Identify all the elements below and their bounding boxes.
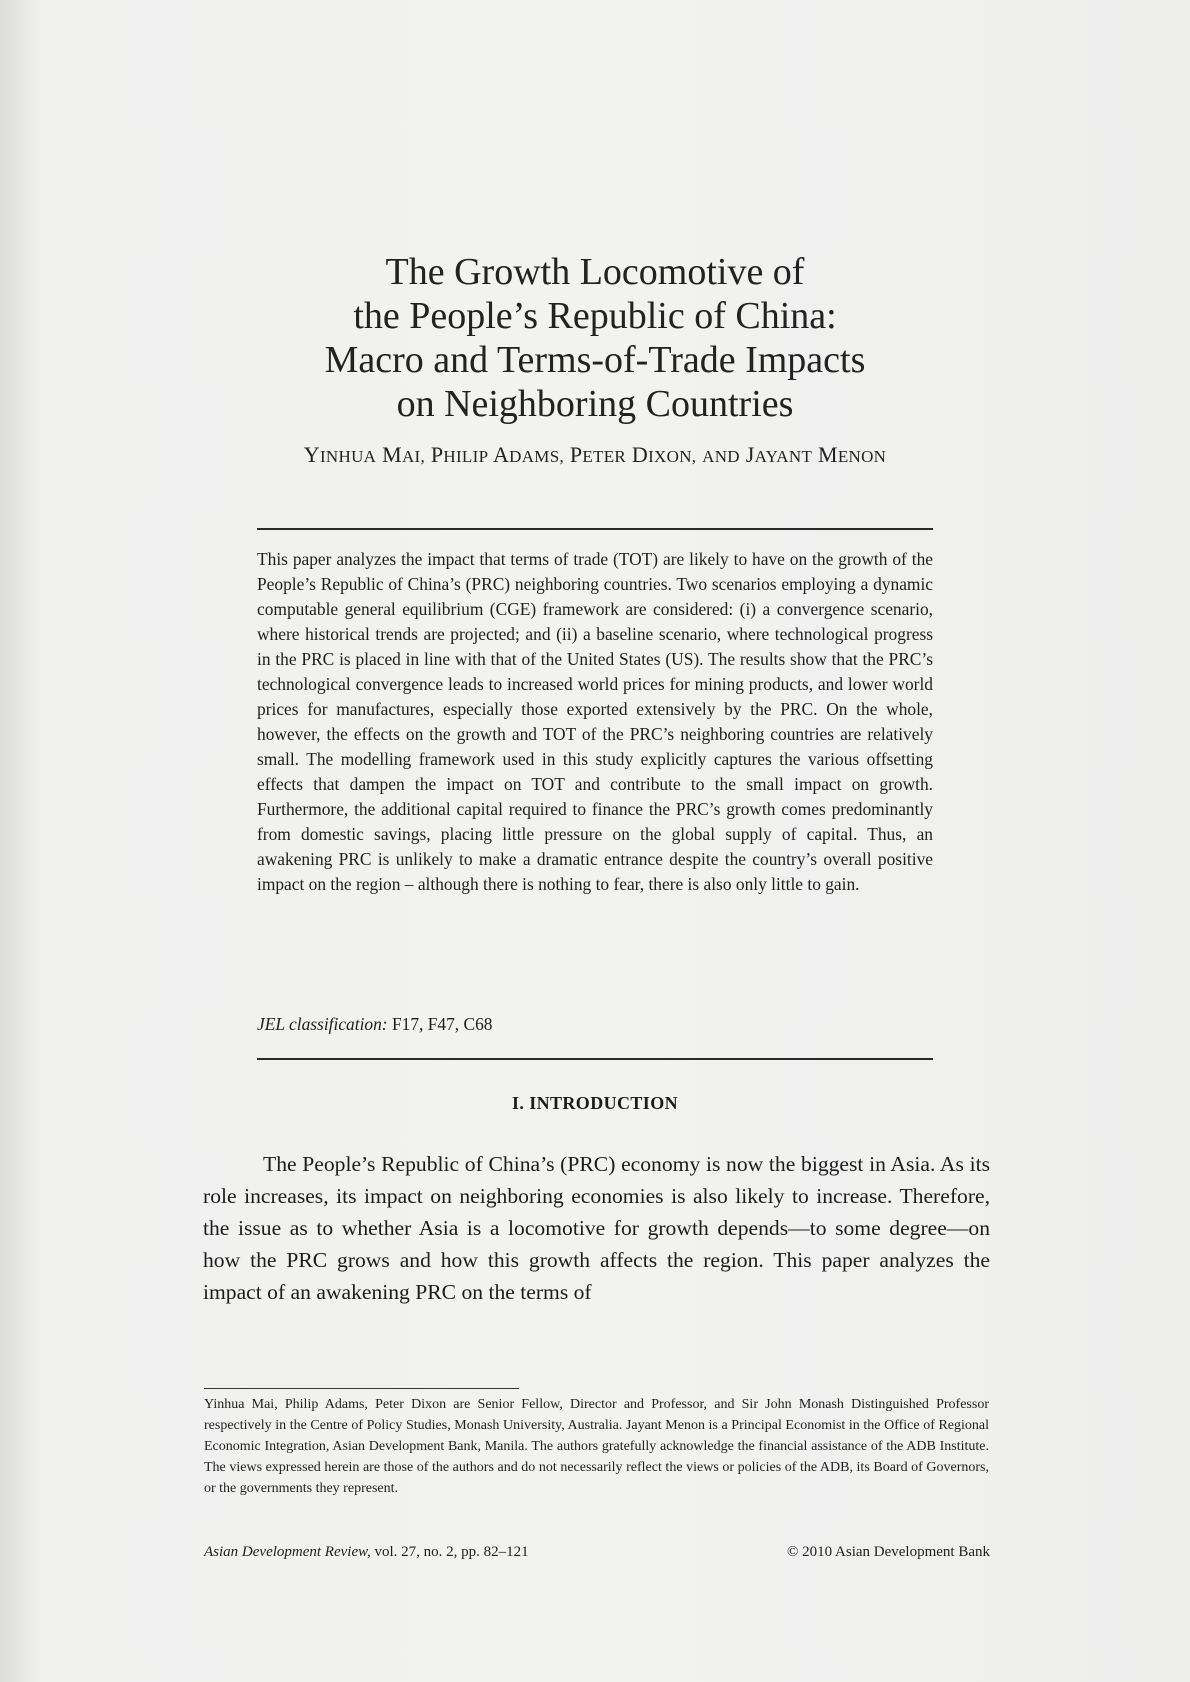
journal-citation [204, 1544, 529, 1561]
title-line: Macro and Terms-of-Trade Impacts [324, 339, 866, 381]
abstract: This paper analyzes the impact that terms of trade (TOT) are likely to have on the growth of the People’s Republic of China’s (PRC) neighboring countries. Two scenarios employing a dynamic computable general equilibrium (CGE) framework are considered: (i) a convergence scenario, where historical trends are projected; and (ii) a baseline scenario, where technological progress in the PRC is placed in line with that of the United States (US). The results show that the PRC’s technological convergence leads to increased world prices for mining products, and lower world prices for manufactures, especially those exported extensively by the PRC. On the whole, however, the effects on the growth and TOT of the PRC’s neighboring countries are relatively small. The modelling framework used in this study explicitly captures the various offsetting effects that dampen the impact on TOT and contribute to the small impact on growth. Furthermore, the additional capital required to finance the PRC’s growth comes predominantly from domestic savings, placing little pressure on the global supply of capital. Thus, an awakening PRC is unlikely to make a dramatic entrance despite the country’s overall positive impact on the region – although there is nothing to fear, there is also only little to gain. [257, 549, 933, 894]
jel-label: JEL classification: [257, 1014, 388, 1034]
intro-paragraph: The People’s Republic of China’s (PRC) economy is now the biggest in Asia. As its role increases, its impact on neighboring economies is also likely to increase. Therefore, the issue as to whether Asia is a locomotive for growth depends—to some degree—on how the PRC grows and how this growth affects the region. This paper analyzes the impact of an awakening PRC on the terms of [203, 1152, 990, 1304]
abstract-bottom-rule [257, 1058, 933, 1060]
copyright-notice: © 2010 Asian Development Bank [786, 1544, 990, 1560]
section-heading: I. INTRODUCTION [511, 1093, 679, 1113]
title-line: The Growth Locomotive of [385, 251, 805, 293]
author-list [195, 442, 995, 468]
footnote-rule [204, 1388, 519, 1389]
journal-volume: vol. 27, no. 2, pp. 82–121 [374, 1544, 529, 1560]
authors-text: YINHUA MAI, PHILIP ADAMS, PETER DIXON, AND JAYANT MENON [303, 442, 887, 467]
journal-name: Asian Development Review, [204, 1544, 371, 1560]
jel-classification [257, 1014, 492, 1035]
title-line: the People’s Republic of China: [353, 295, 837, 337]
author-footnote: Yinhua Mai, Philip Adams, Peter Dixon are Senior Fellow, Director and Professor, and Sir John Monash Distinguished Professor respectively in the Centre of Policy Studies, Monash University, Australia. Jayant Menon is a Principal Economist in the Office of Regional Economic Integration, Asian Development Bank, Manila. The authors gratefully acknowledge the financial assistance of the ADB Institute. The views expressed herein are those of the authors and do not necessarily reflect the views or policies of the ADB, its Board of Governors, or the governments they represent. [204, 1397, 989, 1496]
jel-codes: F17, F47, C68 [391, 1014, 493, 1034]
paper-title [195, 250, 995, 426]
abstract-top-rule [257, 528, 933, 530]
title-line: on Neighboring Countries [396, 383, 794, 425]
